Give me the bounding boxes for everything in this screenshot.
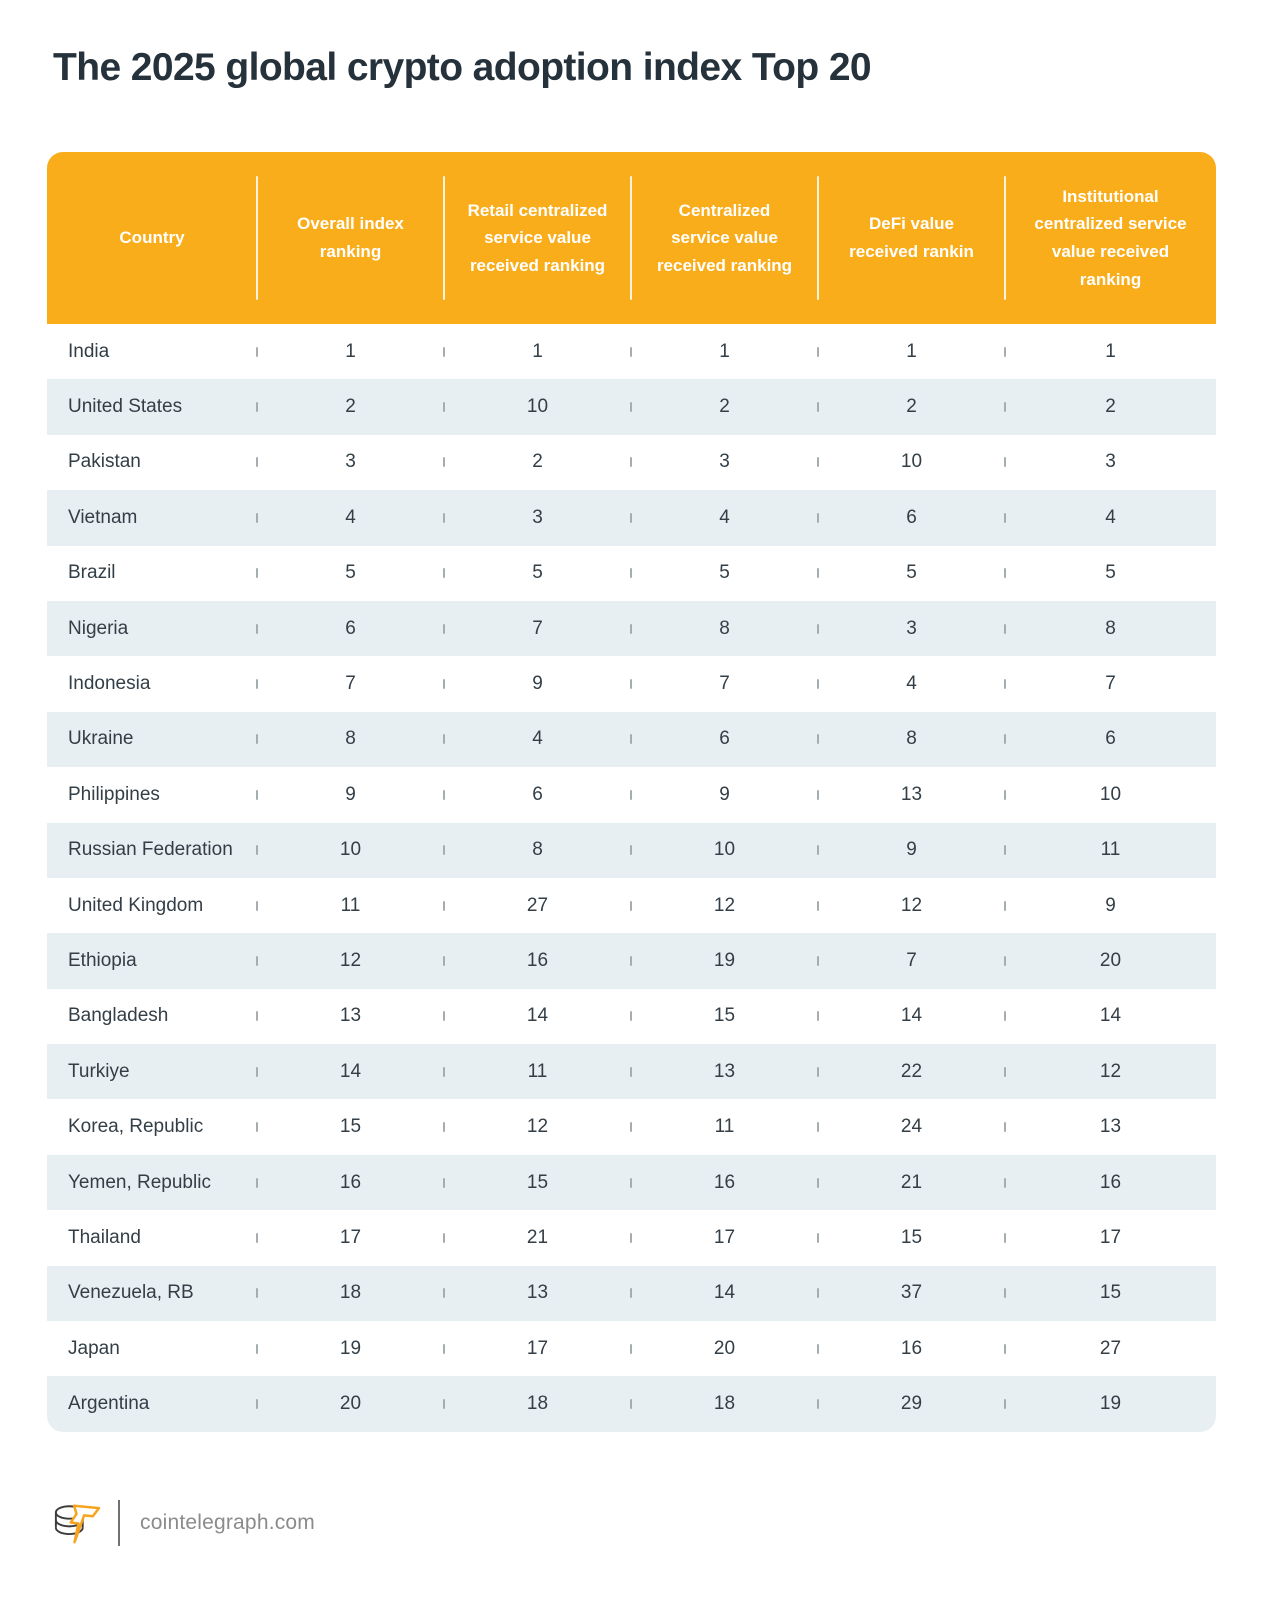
rank-cell: 4	[444, 712, 631, 767]
country-cell: United Kingdom	[68, 894, 204, 916]
table-row	[47, 1321, 1216, 1376]
rank-cell: 9	[257, 767, 444, 822]
table-row	[47, 1376, 1216, 1431]
rank-cell: 15	[1005, 1266, 1216, 1321]
rank-cell: 6	[444, 767, 631, 822]
rank-cell: 14	[631, 1266, 818, 1321]
table-header-row	[47, 152, 1216, 324]
rank-cell: 6	[257, 601, 444, 656]
rank-cell: 13	[818, 767, 1005, 822]
rank-cell: 12	[257, 933, 444, 988]
rank-cell: 10	[444, 379, 631, 434]
country-cell: Philippines	[68, 783, 160, 805]
table-row	[47, 324, 1216, 379]
rank-cell: 22	[818, 1044, 1005, 1099]
rank-cell: 3	[631, 435, 818, 490]
rank-cell: 19	[1005, 1376, 1216, 1431]
rank-cell: 9	[631, 767, 818, 822]
table-row	[47, 546, 1216, 601]
column-header-country: Country	[119, 228, 185, 248]
table-row	[47, 1155, 1216, 1210]
rank-cell: 9	[444, 656, 631, 711]
rank-cell: 6	[631, 712, 818, 767]
rank-cell: 13	[1005, 1099, 1216, 1154]
rank-cell: 13	[631, 1044, 818, 1099]
rank-cell: 2	[444, 435, 631, 490]
rank-cell: 13	[257, 989, 444, 1044]
rank-cell: 27	[444, 878, 631, 933]
country-cell: Korea, Republic	[68, 1116, 204, 1138]
table-row	[47, 989, 1216, 1044]
column-header-overall-index: Overall index ranking	[257, 152, 444, 324]
country-cell: Indonesia	[68, 673, 151, 695]
table-row	[47, 601, 1216, 656]
country-cell: Venezuela, RB	[68, 1282, 194, 1304]
rank-cell: 15	[631, 989, 818, 1044]
rank-cell: 14	[1005, 989, 1216, 1044]
rank-cell: 18	[257, 1266, 444, 1321]
rank-cell: 12	[1005, 1044, 1216, 1099]
table-row	[47, 379, 1216, 434]
rank-cell: 9	[818, 823, 1005, 878]
table-row	[47, 1266, 1216, 1321]
rank-cell: 4	[818, 656, 1005, 711]
rank-cell: 10	[1005, 767, 1216, 822]
rank-cell: 10	[818, 435, 1005, 490]
rank-cell: 11	[444, 1044, 631, 1099]
rank-cell: 21	[818, 1155, 1005, 1210]
rank-cell: 15	[818, 1210, 1005, 1265]
rank-cell: 8	[818, 712, 1005, 767]
country-cell: Pakistan	[68, 451, 141, 473]
footer-site-label: cointelegraph.com	[140, 1511, 315, 1534]
crypto-adoption-table	[47, 152, 1216, 1432]
rank-cell: 8	[257, 712, 444, 767]
rank-cell: 7	[818, 933, 1005, 988]
table-row	[47, 1210, 1216, 1265]
column-header-institutional: Institutional centralized service value received ranking	[1005, 152, 1216, 324]
rank-cell: 4	[257, 490, 444, 545]
rank-cell: 15	[444, 1155, 631, 1210]
rank-cell: 20	[257, 1376, 444, 1431]
rank-cell: 1	[818, 324, 1005, 379]
rank-cell: 2	[631, 379, 818, 434]
rank-cell: 1	[631, 324, 818, 379]
rank-cell: 19	[257, 1321, 444, 1376]
rank-cell: 24	[818, 1099, 1005, 1154]
table-body	[47, 324, 1216, 1432]
rank-cell: 13	[444, 1266, 631, 1321]
table-row	[47, 435, 1216, 490]
rank-cell: 5	[631, 546, 818, 601]
rank-cell: 27	[1005, 1321, 1216, 1376]
rank-cell: 7	[1005, 656, 1216, 711]
country-cell: Thailand	[68, 1226, 141, 1248]
rank-cell: 3	[257, 435, 444, 490]
country-cell: Japan	[68, 1337, 120, 1359]
table-row	[47, 490, 1216, 545]
rank-cell: 6	[818, 490, 1005, 545]
rank-cell: 2	[257, 379, 444, 434]
rank-cell: 3	[444, 490, 631, 545]
country-cell: Turkiye	[68, 1060, 130, 1082]
footer-divider	[118, 1500, 120, 1546]
column-header-centralized: Centralized service value received ranking	[631, 152, 818, 324]
cointelegraph-coin-bolt-icon	[50, 1500, 102, 1546]
rank-cell: 5	[818, 546, 1005, 601]
country-cell: Bangladesh	[68, 1005, 169, 1027]
rank-cell: 2	[818, 379, 1005, 434]
rank-cell: 1	[257, 324, 444, 379]
country-cell: Russian Federation	[68, 839, 233, 861]
rank-cell: 3	[1005, 435, 1216, 490]
rank-cell: 12	[818, 878, 1005, 933]
country-cell: Brazil	[68, 562, 116, 584]
column-header-retail-centralized: Retail centralized service value received ranking	[444, 152, 631, 324]
rank-cell: 8	[444, 823, 631, 878]
rank-cell: 7	[631, 656, 818, 711]
rank-cell: 21	[444, 1210, 631, 1265]
table-row	[47, 933, 1216, 988]
table-row	[47, 1044, 1216, 1099]
rank-cell: 16	[631, 1155, 818, 1210]
rank-cell: 10	[257, 823, 444, 878]
rank-cell: 5	[257, 546, 444, 601]
rank-cell: 37	[818, 1266, 1005, 1321]
rank-cell: 15	[257, 1099, 444, 1154]
rank-cell: 8	[1005, 601, 1216, 656]
rank-cell: 17	[444, 1321, 631, 1376]
rank-cell: 16	[257, 1155, 444, 1210]
country-cell: Argentina	[68, 1393, 150, 1415]
country-cell: Vietnam	[68, 506, 138, 528]
rank-cell: 11	[257, 878, 444, 933]
table-row	[47, 1099, 1216, 1154]
rank-cell: 18	[444, 1376, 631, 1431]
rank-cell: 14	[257, 1044, 444, 1099]
rank-cell: 16	[1005, 1155, 1216, 1210]
rank-cell: 5	[1005, 546, 1216, 601]
rank-cell: 16	[818, 1321, 1005, 1376]
rank-cell: 14	[444, 989, 631, 1044]
page-title: The 2025 global crypto adoption index Top 20	[53, 46, 872, 89]
country-cell: United States	[68, 396, 183, 418]
rank-cell: 7	[444, 601, 631, 656]
rank-cell: 9	[1005, 878, 1216, 933]
country-cell: Ukraine	[68, 728, 134, 750]
country-cell: Ethiopia	[68, 949, 137, 971]
rank-cell: 8	[631, 601, 818, 656]
rank-cell: 3	[818, 601, 1005, 656]
rank-cell: 20	[1005, 933, 1216, 988]
table-row	[47, 712, 1216, 767]
rank-cell: 10	[631, 823, 818, 878]
rank-cell: 7	[257, 656, 444, 711]
rank-cell: 29	[818, 1376, 1005, 1431]
rank-cell: 20	[631, 1321, 818, 1376]
rank-cell: 1	[1005, 324, 1216, 379]
rank-cell: 16	[444, 933, 631, 988]
table-row	[47, 767, 1216, 822]
country-cell: Yemen, Republic	[68, 1171, 211, 1193]
country-cell: Nigeria	[68, 617, 129, 639]
table-row	[47, 878, 1216, 933]
rank-cell: 12	[631, 878, 818, 933]
rank-cell: 17	[257, 1210, 444, 1265]
country-cell: India	[68, 340, 110, 362]
rank-cell: 17	[1005, 1210, 1216, 1265]
rank-cell: 2	[1005, 379, 1216, 434]
rank-cell: 19	[631, 933, 818, 988]
rank-cell: 11	[1005, 823, 1216, 878]
rank-cell: 12	[444, 1099, 631, 1154]
rank-cell: 11	[631, 1099, 818, 1154]
rank-cell: 4	[1005, 490, 1216, 545]
rank-cell: 14	[818, 989, 1005, 1044]
column-header-defi: DeFi value received rankin	[818, 152, 1005, 324]
table-row	[47, 656, 1216, 711]
rank-cell: 5	[444, 546, 631, 601]
rank-cell: 17	[631, 1210, 818, 1265]
rank-cell: 1	[444, 324, 631, 379]
rank-cell: 6	[1005, 712, 1216, 767]
rank-cell: 4	[631, 490, 818, 545]
footer	[50, 1500, 315, 1546]
rank-cell: 18	[631, 1376, 818, 1431]
table-row	[47, 823, 1216, 878]
